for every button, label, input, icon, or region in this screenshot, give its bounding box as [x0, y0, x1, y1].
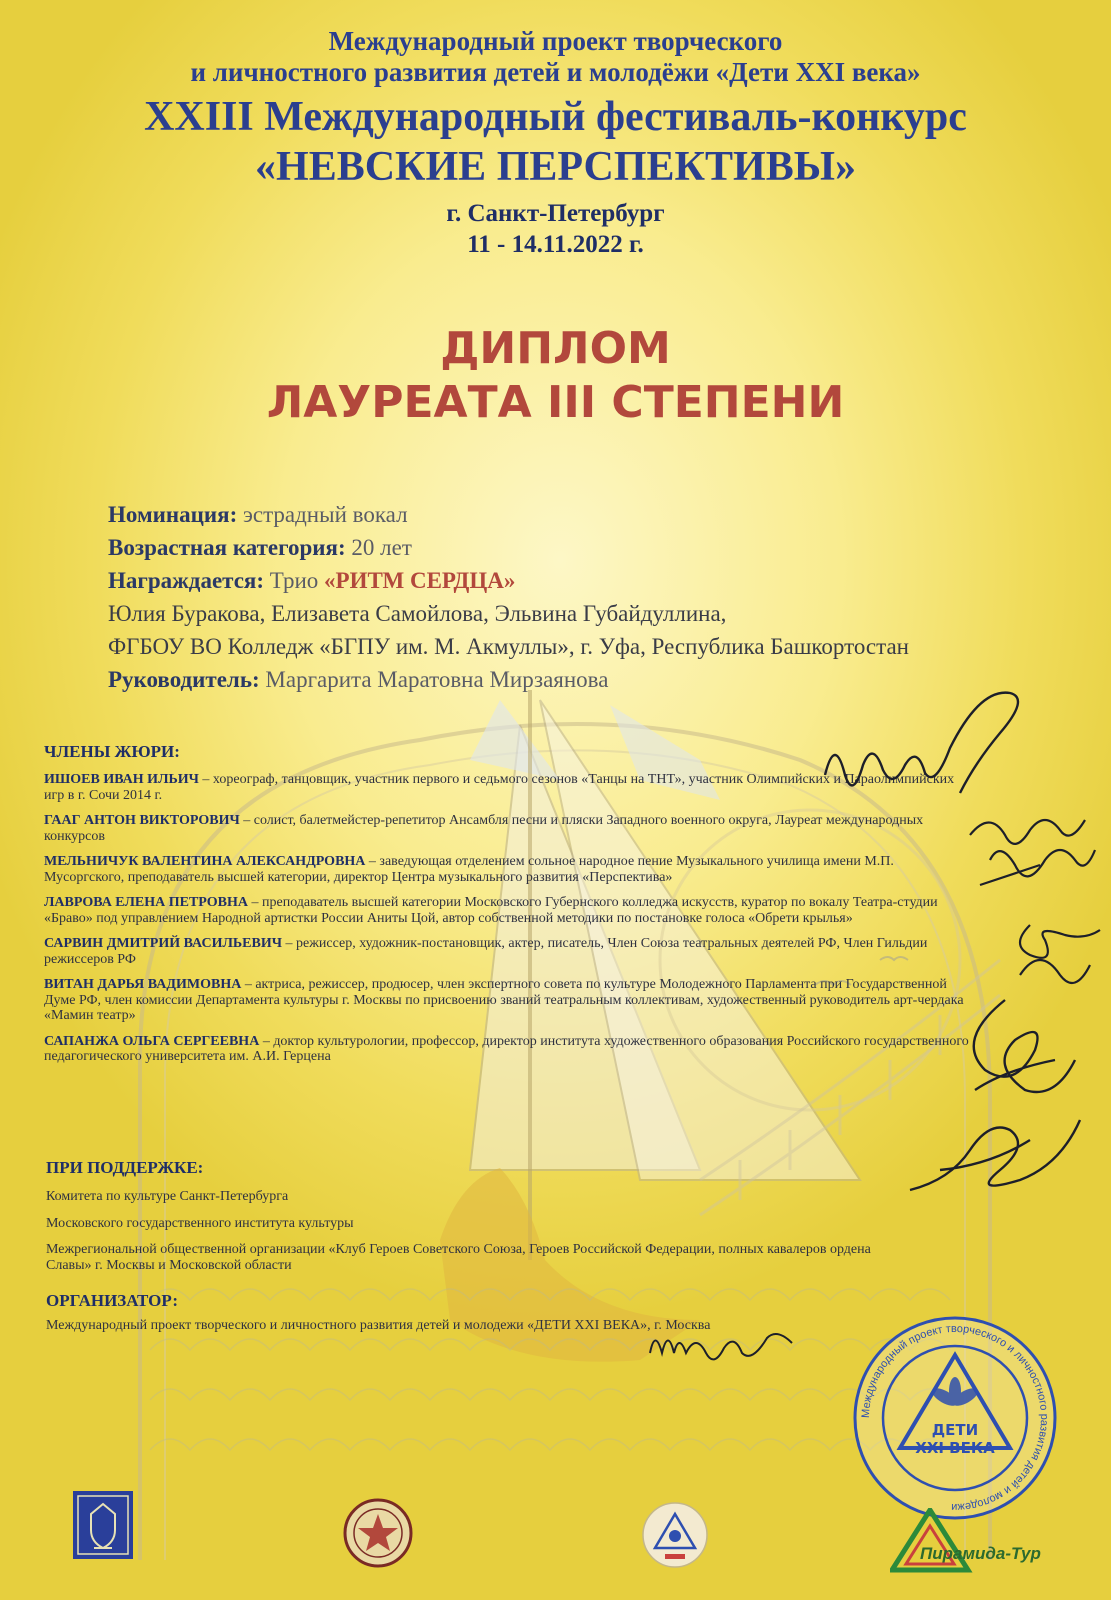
festival-city: г. Санкт-Петербург: [446, 200, 665, 227]
institution-line: ФГБОУ ВО Колледж «БГПУ им. М. Акмуллы», г. Уфа, Республика Башкортостан: [108, 634, 909, 659]
stamp-center-line1: ДЕТИ: [931, 1421, 979, 1439]
support-item: Межрегиональной общественной организации «Клуб Героев Советского Союза, Героев Российской Федерации, полных кавалеров ордена Славы» г. Москвы и Московской области: [46, 1242, 871, 1273]
organizer-title: ОРГАНИЗАТОР:: [46, 1291, 179, 1310]
age-value: 20 лет: [351, 535, 412, 560]
organizer-signature: [640, 1318, 800, 1368]
jury-member: [44, 977, 974, 1024]
award-details: [108, 498, 1088, 696]
support-item: Московского государственного института культуры: [46, 1215, 354, 1231]
leader-label: Руководитель:: [108, 667, 260, 692]
support-item: Комитета по культуре Санкт-Петербурга: [46, 1189, 289, 1204]
diploma-title-line1: ДИПЛОМ: [440, 323, 671, 374]
jury-member-name: ГААГ АНТОН ВИКТОРОВИЧ: [44, 813, 240, 828]
awarded-prefix: Трио: [269, 568, 319, 593]
jury-member: [44, 936, 974, 967]
jury-signature-4: [945, 990, 1095, 1110]
jury-member-text: – преподаватель высшей категории Московского Губернского колледжа искусств, куратор по вокалу Театра-студии «Браво» под управлением Народной артистки России Аниты Цой, автор собственной методики по постановке голоса «Обрети крылья»: [44, 895, 938, 926]
piramida-tur-label: Пирамида-Тур: [920, 1544, 1041, 1563]
header: [0, 26, 1111, 260]
jury-member-name: МЕЛЬНИЧУК ВАЛЕНТИНА АЛЕКСАНДРОВНА: [44, 854, 366, 869]
jury-member-text: – хореограф, танцовщик, участник первого и седьмого сезонов «Танцы на ТНТ», участник Олимпийских и Параолимпийских игр в г. Сочи 2014 г.: [44, 772, 955, 803]
jury-member-name: ИШОЕВ ИВАН ИЛЬИЧ: [44, 772, 199, 787]
diploma-title: [0, 322, 1111, 430]
heroes-club-logo: [343, 1498, 413, 1568]
organizer-text: Международный проект творческого и личностного развития детей и молодежи «ДЕТИ XXI ВЕКА», г. Москва: [46, 1318, 711, 1333]
jury-signature-5: [900, 1100, 1090, 1210]
diploma-title-line2: ЛАУРЕАТА III СТЕПЕНИ: [266, 377, 845, 428]
awarded-row: [108, 564, 1088, 597]
nomination-label: Номинация:: [108, 502, 238, 527]
age-label: Возрастная категория:: [108, 535, 346, 560]
jury-member: [44, 854, 974, 885]
project-title-line2: и личностного развития детей и молодёжи «Дети XXI века»: [190, 57, 921, 87]
jury-member-text: – актриса, режиссер, продюсер, член экспертного совета по культуре Молодежного Парламента при Государственной Думе РФ, член комиссии Департамента культуры г. Москвы по присвоению званий театральным коллективам, художественный руководитель арт-чердака «Мамин театр»: [44, 977, 964, 1023]
age-row: [108, 531, 1088, 564]
jury-member-name: САРВИН ДМИТРИЙ ВАСИЛЬЕВИЧ: [44, 936, 282, 951]
festival-name: «НЕВСКИЕ ПЕРСПЕКТИВЫ»: [255, 144, 856, 190]
jury-member-text: – заведующая отделением сольное народное пение Музыкального училища имени М.П. Мусоргского, преподаватель высшей категории, директор Центра музыкального развития «Перспектива»: [44, 854, 894, 885]
university-crest-logo: [72, 1490, 134, 1560]
jury-member-text: – солист, балетмейстер-репетитор Ансамбля песни и пляски Западного военного округа, Лауреат международных конкурсов: [44, 813, 924, 844]
jury-title: ЧЛЕНЫ ЖЮРИ:: [44, 742, 180, 761]
organizer-stamp: [850, 1313, 1060, 1523]
leader-value: Маргарита Маратовна Мирзаянова: [265, 667, 609, 692]
festival-dates: 11 - 14.11.2022 г.: [467, 231, 644, 258]
nomination-row: [108, 498, 1088, 531]
jury-member-text: – доктор культурологии, профессор, директор института художественного образования Российского государственного педагогического университета им. А.И. Герцена: [44, 1033, 969, 1064]
support-title: ПРИ ПОДДЕРЖКЕ:: [46, 1158, 204, 1177]
support-section: [46, 1158, 906, 1273]
members-line: Юлия Буракова, Елизавета Самойлова, Эльвина Губайдуллина,: [108, 601, 727, 626]
stamp-ring-text: Международный проект творческого и личностного развития детей и молодежи: [859, 1322, 1051, 1514]
project-emblem-logo: [640, 1500, 710, 1570]
nomination-value: эстрадный вокал: [242, 502, 408, 527]
jury-signature-1: [815, 690, 1075, 820]
festival-title: XXIII Международный фестиваль-конкурс: [144, 94, 967, 140]
jury-member-text: – режиссер, художник-постановщик, актер, писатель, Член Союза театральных деятелей РФ, Член Гильдии режиссеров РФ: [44, 936, 928, 967]
awarded-label: Награждается:: [108, 568, 265, 593]
jury-member: [44, 1034, 974, 1065]
jury-member: [44, 895, 974, 926]
organizer-section: [46, 1291, 726, 1334]
piramida-tur-logo: [890, 1508, 1060, 1578]
stamp-center-line2: XXI ВЕКА: [915, 1439, 995, 1457]
awarded-name: «РИТМ СЕРДЦА»: [324, 568, 516, 593]
jury-member-name: ВИТАН ДАРЬЯ ВАДИМОВНА: [44, 977, 242, 992]
project-title-line1: Международный проект творческого: [328, 26, 783, 56]
jury-signature-2: [960, 805, 1100, 905]
pyramid-icon: [890, 1508, 1060, 1578]
jury-member-name: САПАНЖА ОЛЬГА СЕРГЕЕВНА: [44, 1033, 260, 1049]
jury-member-name: ЛАВРОВА ЕЛЕНА ПЕТРОВНА: [44, 895, 248, 910]
